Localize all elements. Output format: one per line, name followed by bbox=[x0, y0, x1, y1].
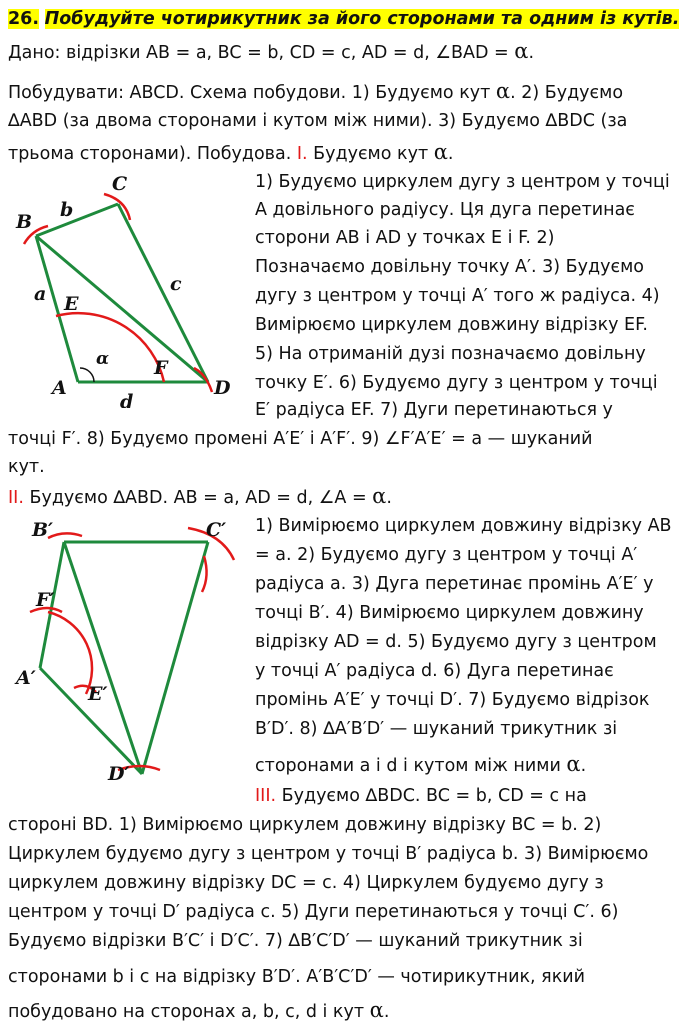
label-alpha: α bbox=[96, 349, 110, 369]
plan-text: . 2) Будуємо bbox=[510, 83, 624, 103]
part2-line: точці B′. 4) Вимірюємо циркулем довжину bbox=[255, 603, 644, 623]
label-f-prime: F′ bbox=[36, 589, 55, 611]
angle-alpha-mark bbox=[80, 368, 94, 382]
part1-line: Вимірюємо циркулем довжину відрізку EF. bbox=[255, 315, 648, 335]
part2-header-text: Будуємо ∆ABD. AB = a, AD = d, ∠A = bbox=[23, 488, 373, 508]
part2-line: відрізку AD = d. 5) Будуємо дугу з центром bbox=[255, 632, 657, 652]
part3-alpha: α bbox=[369, 998, 384, 1022]
part3-header-text: Будуємо ∆BDC. BC = b, CD = c на bbox=[276, 786, 587, 806]
given-end: . bbox=[528, 43, 535, 63]
part3-line: . bbox=[383, 1002, 390, 1022]
part1-line: дугу з центром у точці A′ того ж радіуса. 4) bbox=[255, 286, 660, 306]
plan-text: . bbox=[447, 144, 454, 164]
figure-quadrilateral-abcd bbox=[8, 168, 248, 408]
segment-b-d-prime bbox=[64, 542, 142, 774]
part2-line: = a. 2) Будуємо дугу з центром у точці A′ bbox=[255, 545, 638, 565]
step-label-3: III. bbox=[255, 786, 277, 806]
part1-line: 5) На отриманій дузі позначаємо довільну bbox=[255, 344, 646, 364]
part3-line: стороні BD. 1) Вимірюємо циркулем довжину відрізку BC = b. 2) bbox=[8, 815, 602, 835]
part2-line: B′D′. 8) ∆A′B′D′ — шуканий трикутник зі bbox=[255, 719, 618, 739]
step-label-1: I. bbox=[296, 144, 308, 164]
label-b: B bbox=[16, 211, 33, 233]
given-text: Дано: відрізки AB = a, BC = b, CD = c, AD = d, ∠BAD = bbox=[8, 43, 515, 63]
part2-line: 1) Вимірюємо циркулем довжину відрізку AB bbox=[255, 516, 672, 536]
part1-line: точку E′. 6) Будуємо дугу з центром у точці bbox=[255, 373, 658, 393]
part3-line: Циркулем будуємо дугу з центром у точці B′ радіуса b. 3) Вимірюємо bbox=[8, 844, 649, 864]
plan-alpha: α bbox=[495, 79, 511, 103]
label-d-point: D bbox=[214, 377, 231, 399]
segment-bc bbox=[36, 204, 118, 236]
plan-text: Будуємо кут bbox=[307, 144, 434, 164]
part3-line: сторонами b і c на відрізку B′D′. A′B′C′D′ — чотирикутник, який bbox=[8, 967, 586, 987]
label-side-b: b bbox=[60, 199, 74, 221]
segment-c-d-prime bbox=[142, 542, 208, 774]
part2-header-text: . bbox=[386, 488, 392, 508]
figure-triangle-construction bbox=[8, 508, 248, 792]
arc-ef bbox=[56, 313, 164, 382]
part1-line: A довільного радіусу. Ця дуга перетинає bbox=[255, 200, 635, 220]
part2-line: у точці A′ радіуса d. 6) Дуга перетинає bbox=[255, 661, 614, 681]
label-a-prime: A′ bbox=[16, 667, 36, 689]
plan-line-2: ∆ABD (за двома сторонами і кутом між ними). 3) Будуємо ∆BDC (за bbox=[8, 111, 628, 131]
label-b-prime: B′ bbox=[32, 519, 54, 541]
plan-line-3 bbox=[8, 141, 453, 165]
part2-line: . bbox=[580, 756, 587, 776]
label-c-prime: C′ bbox=[206, 519, 227, 541]
part1-line: сторони AB і AD у точках E і F. 2) bbox=[255, 228, 555, 248]
label-d-prime: D′ bbox=[108, 763, 130, 785]
plan-text: Побудувати: ABCD. Схема побудови. 1) Будуємо кут bbox=[8, 83, 496, 103]
task-title bbox=[8, 8, 679, 30]
label-side-c: c bbox=[170, 273, 182, 295]
part3-header bbox=[255, 785, 587, 807]
label-e-prime: E′ bbox=[88, 683, 108, 705]
plan-line-1 bbox=[8, 80, 623, 104]
given-alpha: α bbox=[514, 39, 529, 63]
given-line bbox=[8, 40, 534, 64]
part2-alpha: α bbox=[372, 484, 387, 508]
part1-line: точці F′. 8) Будуємо промені A′E′ і A′F′. 9) ∠F′A′E′ = a — шуканий bbox=[8, 429, 593, 449]
label-side-a: a bbox=[34, 283, 47, 305]
label-f: F bbox=[154, 357, 168, 379]
label-a-point: A bbox=[52, 377, 67, 399]
plan-text: трьома сторонами). Побудова. bbox=[8, 144, 297, 164]
segment-cd bbox=[118, 204, 208, 382]
task-title-text: Побудуйте чотирикутник за його сторонами та одним із кутів. bbox=[44, 9, 680, 29]
part1-line: E′ радіуса EF. 7) Дуги перетинаються у bbox=[255, 400, 613, 420]
part2-line: промінь A′E′ у точці D′. 7) Будуємо відрізок bbox=[255, 690, 650, 710]
task-number: 26. bbox=[8, 9, 40, 29]
part2-header bbox=[8, 485, 392, 509]
label-side-d: d bbox=[120, 391, 134, 408]
part2-line: сторонами a і d і кутом між ними bbox=[255, 756, 567, 776]
part3-line: центром у точці D′ радіуса c. 5) Дуги перетинаються у точці C′. 6) bbox=[8, 902, 619, 922]
part3-final-line bbox=[8, 999, 389, 1023]
part2-line: радіуса a. 3) Дуга перетинає промінь A′E′ у bbox=[255, 574, 654, 594]
part1-line: Позначаємо довільну точку A′. 3) Будуємо bbox=[255, 257, 644, 277]
part3-line: побудовано на сторонах a, b, c, d і кут bbox=[8, 1002, 370, 1022]
part2-alpha: α bbox=[566, 752, 581, 776]
step-label-2: II. bbox=[8, 488, 24, 508]
arc-b-prime bbox=[48, 533, 82, 538]
label-c: C bbox=[112, 173, 128, 195]
label-e: E bbox=[64, 293, 79, 315]
plan-alpha: α bbox=[433, 140, 448, 164]
part3-line: Будуємо відрізки B′C′ і D′C′. 7) ∆B′C′D′ — шуканий трикутник зі bbox=[8, 931, 583, 951]
part1-line: 1) Будуємо циркулем дугу з центром у точці bbox=[255, 172, 670, 192]
part3-line: циркулем довжину відрізку DC = c. 4) Циркулем будуємо дугу з bbox=[8, 873, 604, 893]
part2-last-line bbox=[255, 753, 586, 777]
part1-line: кут. bbox=[8, 457, 45, 477]
segment-bd bbox=[36, 236, 208, 382]
